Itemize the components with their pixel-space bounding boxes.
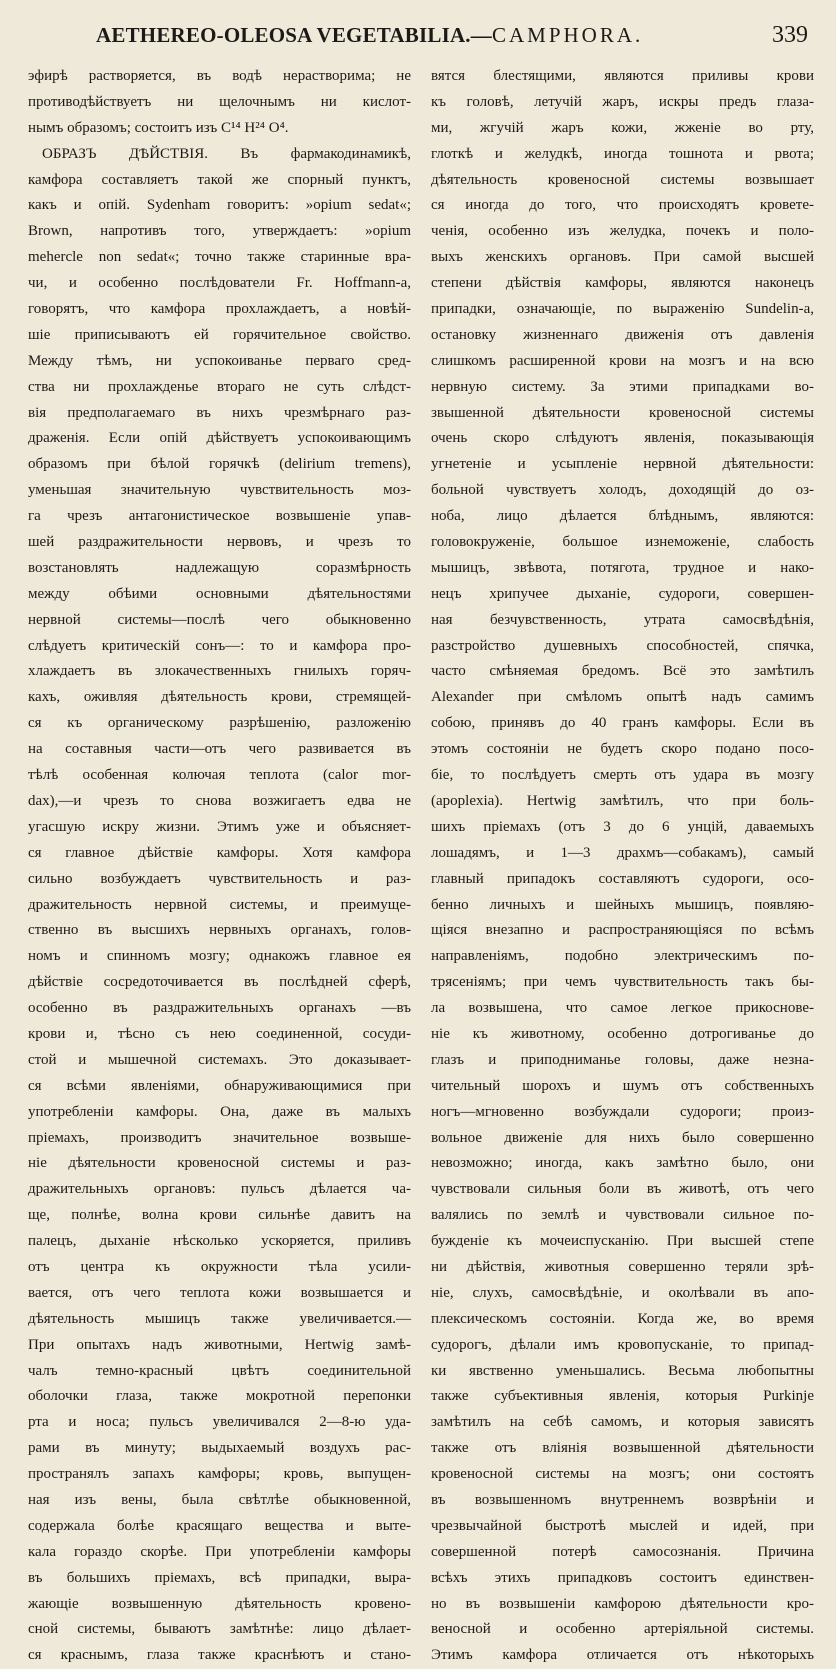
text-line: ніе къ животному, особенно дотрогиванье до — [431, 1025, 814, 1042]
text-line: главный припадокъ составляютъ судороги, осо- — [431, 870, 814, 887]
text-line: ніе, слухъ, самосвѣдѣніе, и околѣвали въ апо- — [431, 1284, 814, 1301]
text-line: кала гораздо скорѣе. При употребленіи камфоры — [28, 1543, 411, 1560]
text-line: драженія. Если опій дѣйствуетъ успокоивающимъ — [28, 430, 411, 447]
text-line: мышицъ, звѣвота, потягота, трудное и нако- — [431, 559, 814, 576]
text-line: нервной системы—послѣ чего обыкновенно — [28, 611, 411, 628]
text-line: кахъ, оживляя дѣятельность крови, стремящей- — [28, 689, 411, 706]
text-line: направленіямъ, подобно электрическимъ по- — [431, 948, 814, 965]
text-line: въ большихъ пріемахъ, всѣ припадки, выра- — [28, 1569, 411, 1586]
text-line: образомъ при бѣлой горячкѣ (delirium tremens), — [28, 456, 411, 473]
text-line: чалъ темно-красный цвѣтъ соединительной — [28, 1362, 411, 1379]
text-line: оболочки глаза, также мокротной перепонки — [28, 1388, 411, 1405]
text-line: біе, то послѣдуетъ смерть отъ удара въ мозгу — [431, 767, 814, 784]
text-line: (apoplexia). Hertwig замѣтилъ, что при боль- — [431, 792, 814, 809]
text-line: употребленіи камфоры. Она, даже въ малыхъ — [28, 1103, 411, 1120]
text-line: жающіе возвышенную дѣятельность кровено- — [28, 1595, 411, 1612]
right-column — [431, 64, 814, 1664]
text-line: совершенной потерѣ самосознанія. Причина — [431, 1543, 814, 1560]
text-line: противодѣйствуетъ ни щелочнымъ ни кислот- — [28, 93, 411, 110]
text-line: говорятъ, что камфора прохлаждаетъ, а новѣй- — [28, 301, 411, 318]
text-line: угасшую искру жизни. Этимъ уже и объясняет- — [28, 818, 411, 835]
text-line: крови и, тѣсно съ нею соединенной, сосуди- — [28, 1025, 411, 1042]
text-line: номъ и спинномъ мозгу; однакожъ главное ея — [28, 948, 411, 965]
text-line: угнетеніе и усыпленіе нервной дѣятельности: — [431, 456, 814, 473]
text-line: на составныя части—отъ чего развивается въ — [28, 741, 411, 758]
left-column — [28, 64, 411, 1664]
text-line: mehercle non sedat«; точно также старинные вра- — [28, 249, 411, 266]
text-line: ще, полнѣе, волна крови сильнѣе давитъ на — [28, 1207, 411, 1224]
text-line: чительный шорохъ и шумъ отъ собственныхъ — [431, 1077, 814, 1094]
text-line: чи, и особенно послѣдователи Fr. Hoffmann-а, — [28, 275, 411, 292]
text-line: разстройство душевныхъ способностей, спячка, — [431, 637, 814, 654]
text-line: но въ возвышеніи камфорою дѣятельности кро- — [431, 1595, 814, 1612]
text-line: вятся блестящими, являются приливы крови — [431, 68, 814, 84]
text-line: всѣхъ этихъ припадковъ состоитъ единствен- — [431, 1569, 814, 1586]
text-line: камфора составляетъ такой же спорный пунктъ, — [28, 171, 411, 188]
text-line: ОБРАЗЪ ДѢЙСТВІЯ. Въ фармакодинамикѣ, — [42, 145, 411, 162]
text-line: особенно въ раздражительныхъ органахъ —въ — [28, 1000, 411, 1017]
text-line: отъ центра къ окружности тѣла усили- — [28, 1258, 411, 1275]
text-line: вается, отъ чего теплота кожи возвышается и — [28, 1284, 411, 1301]
text-line: слѣдуетъ критическій сонъ—: то и камфора про- — [28, 637, 411, 654]
text-line: больной чувствуетъ холодъ, доходящій до оз- — [431, 482, 814, 499]
text-line: ни дѣйствія, животныя совершенно теряли зрѣ- — [431, 1258, 814, 1275]
text-line: выхъ женскихъ органовъ. При самой высшей — [431, 249, 814, 266]
text-line: валялись по землѣ и чувствовали сильное по- — [431, 1207, 814, 1224]
text-line: шіе приписываютъ ей горячительное свойство. — [28, 326, 411, 343]
text-line: судорогъ, дѣлали имъ кровопусканіе, то припад- — [431, 1336, 814, 1353]
text-line: этомъ состояніи не будетъ скоро подано посо- — [431, 741, 814, 758]
text-line: Между тѣмъ, ни успокоиванье перваго сред- — [28, 352, 411, 369]
text-line: плексическомъ состояніи. Когда же, во время — [431, 1310, 814, 1327]
text-line: слишкомъ расширенной крови на мозгъ и на всю — [431, 352, 814, 369]
text-line: ми, жгучій жаръ кожи, жженіе во рту, — [431, 119, 814, 136]
text-line: При опытахъ надъ животными, Hertwig замѣ- — [28, 1336, 411, 1353]
text-line: ная безчувственность, утрата самосвѣдѣнія, — [431, 611, 814, 628]
text-line: также субъективныя явленія, которыя Purkinje — [431, 1388, 814, 1405]
text-line: нымъ образомъ; состоитъ изъ C¹⁴ H²⁴ O⁴. — [28, 119, 289, 136]
text-line: ся всѣми явленіями, обнаруживающимися при — [28, 1077, 411, 1094]
text-line: ства ни прохлажденье втораго не суть слѣдст- — [28, 378, 411, 395]
text-line: палецъ, дыханіе нѣсколько ускоряется, приливъ — [28, 1233, 411, 1250]
text-line: головокруженіе, большое изнеможеніе, слабость — [431, 534, 814, 551]
text-line: дѣятельность кровеносной системы возвышает — [431, 171, 814, 188]
text-line: между обѣими основными дѣятельностями — [28, 585, 411, 602]
page-number: 339 — [772, 22, 808, 48]
text-line: кровеносной системы на мозгъ; они состоятъ — [431, 1466, 814, 1483]
text-line: дѣятельность мышицъ также увеличивается.— — [28, 1310, 411, 1327]
text-line: тѣлѣ особенная колючая теплота (calor mor- — [28, 767, 411, 784]
text-line: глазъ и приподниманье головы, даже незна- — [431, 1051, 814, 1068]
text-line: глоткѣ и желудкѣ, иногда тошнота и рвота; — [431, 145, 814, 162]
text-line: остановку жизненнаго движенія отъ давленія — [431, 326, 814, 343]
text-line: лошадямъ, и 1—3 драхмъ—собакамъ), самый — [431, 844, 814, 861]
text-line: ственно въ высшихъ нервныхъ органахъ, голов- — [28, 922, 411, 939]
text-line: дѣйствіе сосредоточивается въ послѣдней сферѣ, — [28, 974, 411, 991]
text-line: ноба, лицо дѣлается блѣднымъ, являются: — [431, 508, 814, 525]
text-line: трясеніямъ; при чемъ чувствительность такъ бы- — [431, 974, 814, 991]
text-line: степени дѣйствія камфоры, являются наконецъ — [431, 275, 814, 292]
text-line: вія предполагаемаго въ нихъ чрезмѣрнаго раз- — [28, 404, 411, 421]
text-line: нервную систему. За этими припадками во- — [431, 378, 814, 395]
text-line: въ возвышенномъ внутреннемъ возврѣніи и — [431, 1491, 814, 1508]
text-line: рта и носа; пульсъ увеличивался 2—8-ю уда- — [28, 1414, 411, 1431]
text-line: очень скоро слѣдуютъ явленія, показывающія — [431, 430, 814, 447]
text-line: шей раздражительности нервовъ, и чрезъ то — [28, 534, 411, 551]
text-line: къ головѣ, летучій жаръ, искры предъ глаза- — [431, 93, 814, 110]
text-line: Brown, напротивъ того, утверждаетъ: »opium — [28, 223, 411, 240]
text-columns — [28, 64, 814, 1664]
text-line: Этимъ камфора отличается отъ нѣкоторыхъ — [431, 1647, 814, 1664]
text-line: часто смѣняемая бредомъ. Всё это замѣтилъ — [431, 663, 814, 680]
text-line: сной системы, бываютъ замѣтнѣе: лицо дѣлает- — [28, 1621, 411, 1638]
text-line: ся къ органическому разрѣшенію, разложенію — [28, 715, 411, 732]
text-line: чрезвычайной быстротѣ мыслей и идей, при — [431, 1517, 814, 1534]
text-line: бенно личныхъ и шейныхъ мышицъ, появляю- — [431, 896, 814, 913]
text-line: ся краснымъ, глаза также краснѣютъ и стано- — [28, 1647, 411, 1664]
page-header — [30, 22, 808, 58]
text-line: дражительность нервной системы, и преимуще- — [28, 896, 411, 913]
text-line: также отъ вліянія возвышенной дѣятельности — [431, 1440, 814, 1457]
text-line: dax),—и чрезъ то снова возжигаетъ едва не — [28, 792, 411, 809]
text-line: замѣтилъ на себѣ самомъ, и которыя зависятъ — [431, 1414, 814, 1431]
text-line: пространялъ запахъ камфоры; кровь, выпущен- — [28, 1466, 411, 1483]
text-line: га чрезъ антагонистическое возвышеніе упав- — [28, 508, 411, 525]
running-title-main: AETHEREO-OLEOSA VEGETABILIA. — [96, 23, 471, 47]
text-line: звышенной дѣятельности кровеносной системы — [431, 404, 814, 421]
text-line: ки явственно уменьшались. Весьма любопытны — [431, 1362, 814, 1379]
text-line: Alexander при смѣломъ опытѣ надъ самимъ — [431, 689, 814, 706]
text-line: нецъ хрипучее дыханіе, судороги, совершен- — [431, 585, 814, 602]
running-title-separator: — — [470, 23, 492, 47]
text-line: ла возвышена, что самое легкое прикоснове- — [431, 1000, 814, 1017]
text-line: бужденіе къ мочеиспусканію. При высшей степе — [431, 1233, 814, 1250]
text-line: щіяся внезапно и распространяющіяся по всѣмъ — [431, 922, 814, 939]
text-line: хлаждаетъ въ злокачественныхъ гнилыхъ горяч- — [28, 663, 411, 680]
text-line: собою, принявъ до 40 гранъ камфоры. Если въ — [431, 715, 814, 732]
text-line: ченія, особенно изъ желудка, почекъ и поло- — [431, 223, 814, 240]
text-line: невозможно; иногда, какъ замѣтно было, они — [431, 1155, 814, 1172]
text-line: сильно возбуждаетъ чувствительность и раз- — [28, 870, 411, 887]
text-line: шихъ пріемахъ (отъ 3 до 6 унцій, даваемыхъ — [431, 818, 814, 835]
text-line: ся главное дѣйствіе камфоры. Хотя камфора — [28, 844, 411, 861]
text-line: уменьшая значительную чувствительность моз- — [28, 482, 411, 499]
running-title-section: CAMPHORA. — [491, 23, 644, 47]
text-line: стой и мышечной системахъ. Это доказывает- — [28, 1051, 411, 1068]
text-line: какъ и опій. Sydenham говоритъ: »opium sedat«; — [28, 197, 411, 214]
text-line: возстановлять надлежащую соразмѣрность — [28, 559, 411, 576]
text-line: содержала болѣе красящаго вещества и выте- — [28, 1517, 411, 1534]
text-line: дражительныхъ органовъ: пульсъ дѣлается ча- — [28, 1181, 411, 1198]
running-title — [96, 23, 643, 48]
text-line: ная изъ вены, была свѣтлѣе обыкновенной, — [28, 1491, 411, 1508]
text-line: веносной и особенно артеріяльной системы. — [431, 1621, 814, 1638]
text-line: ногъ—мгновенно возбуждали судороги; произ- — [431, 1103, 814, 1120]
text-line: пріемахъ, производитъ значительное возвыше- — [28, 1129, 411, 1146]
text-line: припадки, означающіе, по выраженію Sundelin-а, — [431, 301, 814, 318]
text-line: эфирѣ растворяется, въ водѣ нерастворима; не — [28, 68, 411, 84]
text-line: вольное движеніе для нихъ было совершенно — [431, 1129, 814, 1146]
text-line: ніе дѣятельности кровеносной системы и раз- — [28, 1155, 411, 1172]
text-line: рами въ минуту; выдыхаемый воздухъ рас- — [28, 1440, 411, 1457]
text-line: чувствовали сильныя боли въ животѣ, отъ чего — [431, 1181, 814, 1198]
text-line: ся иногда до того, что происходятъ кровете- — [431, 197, 814, 214]
